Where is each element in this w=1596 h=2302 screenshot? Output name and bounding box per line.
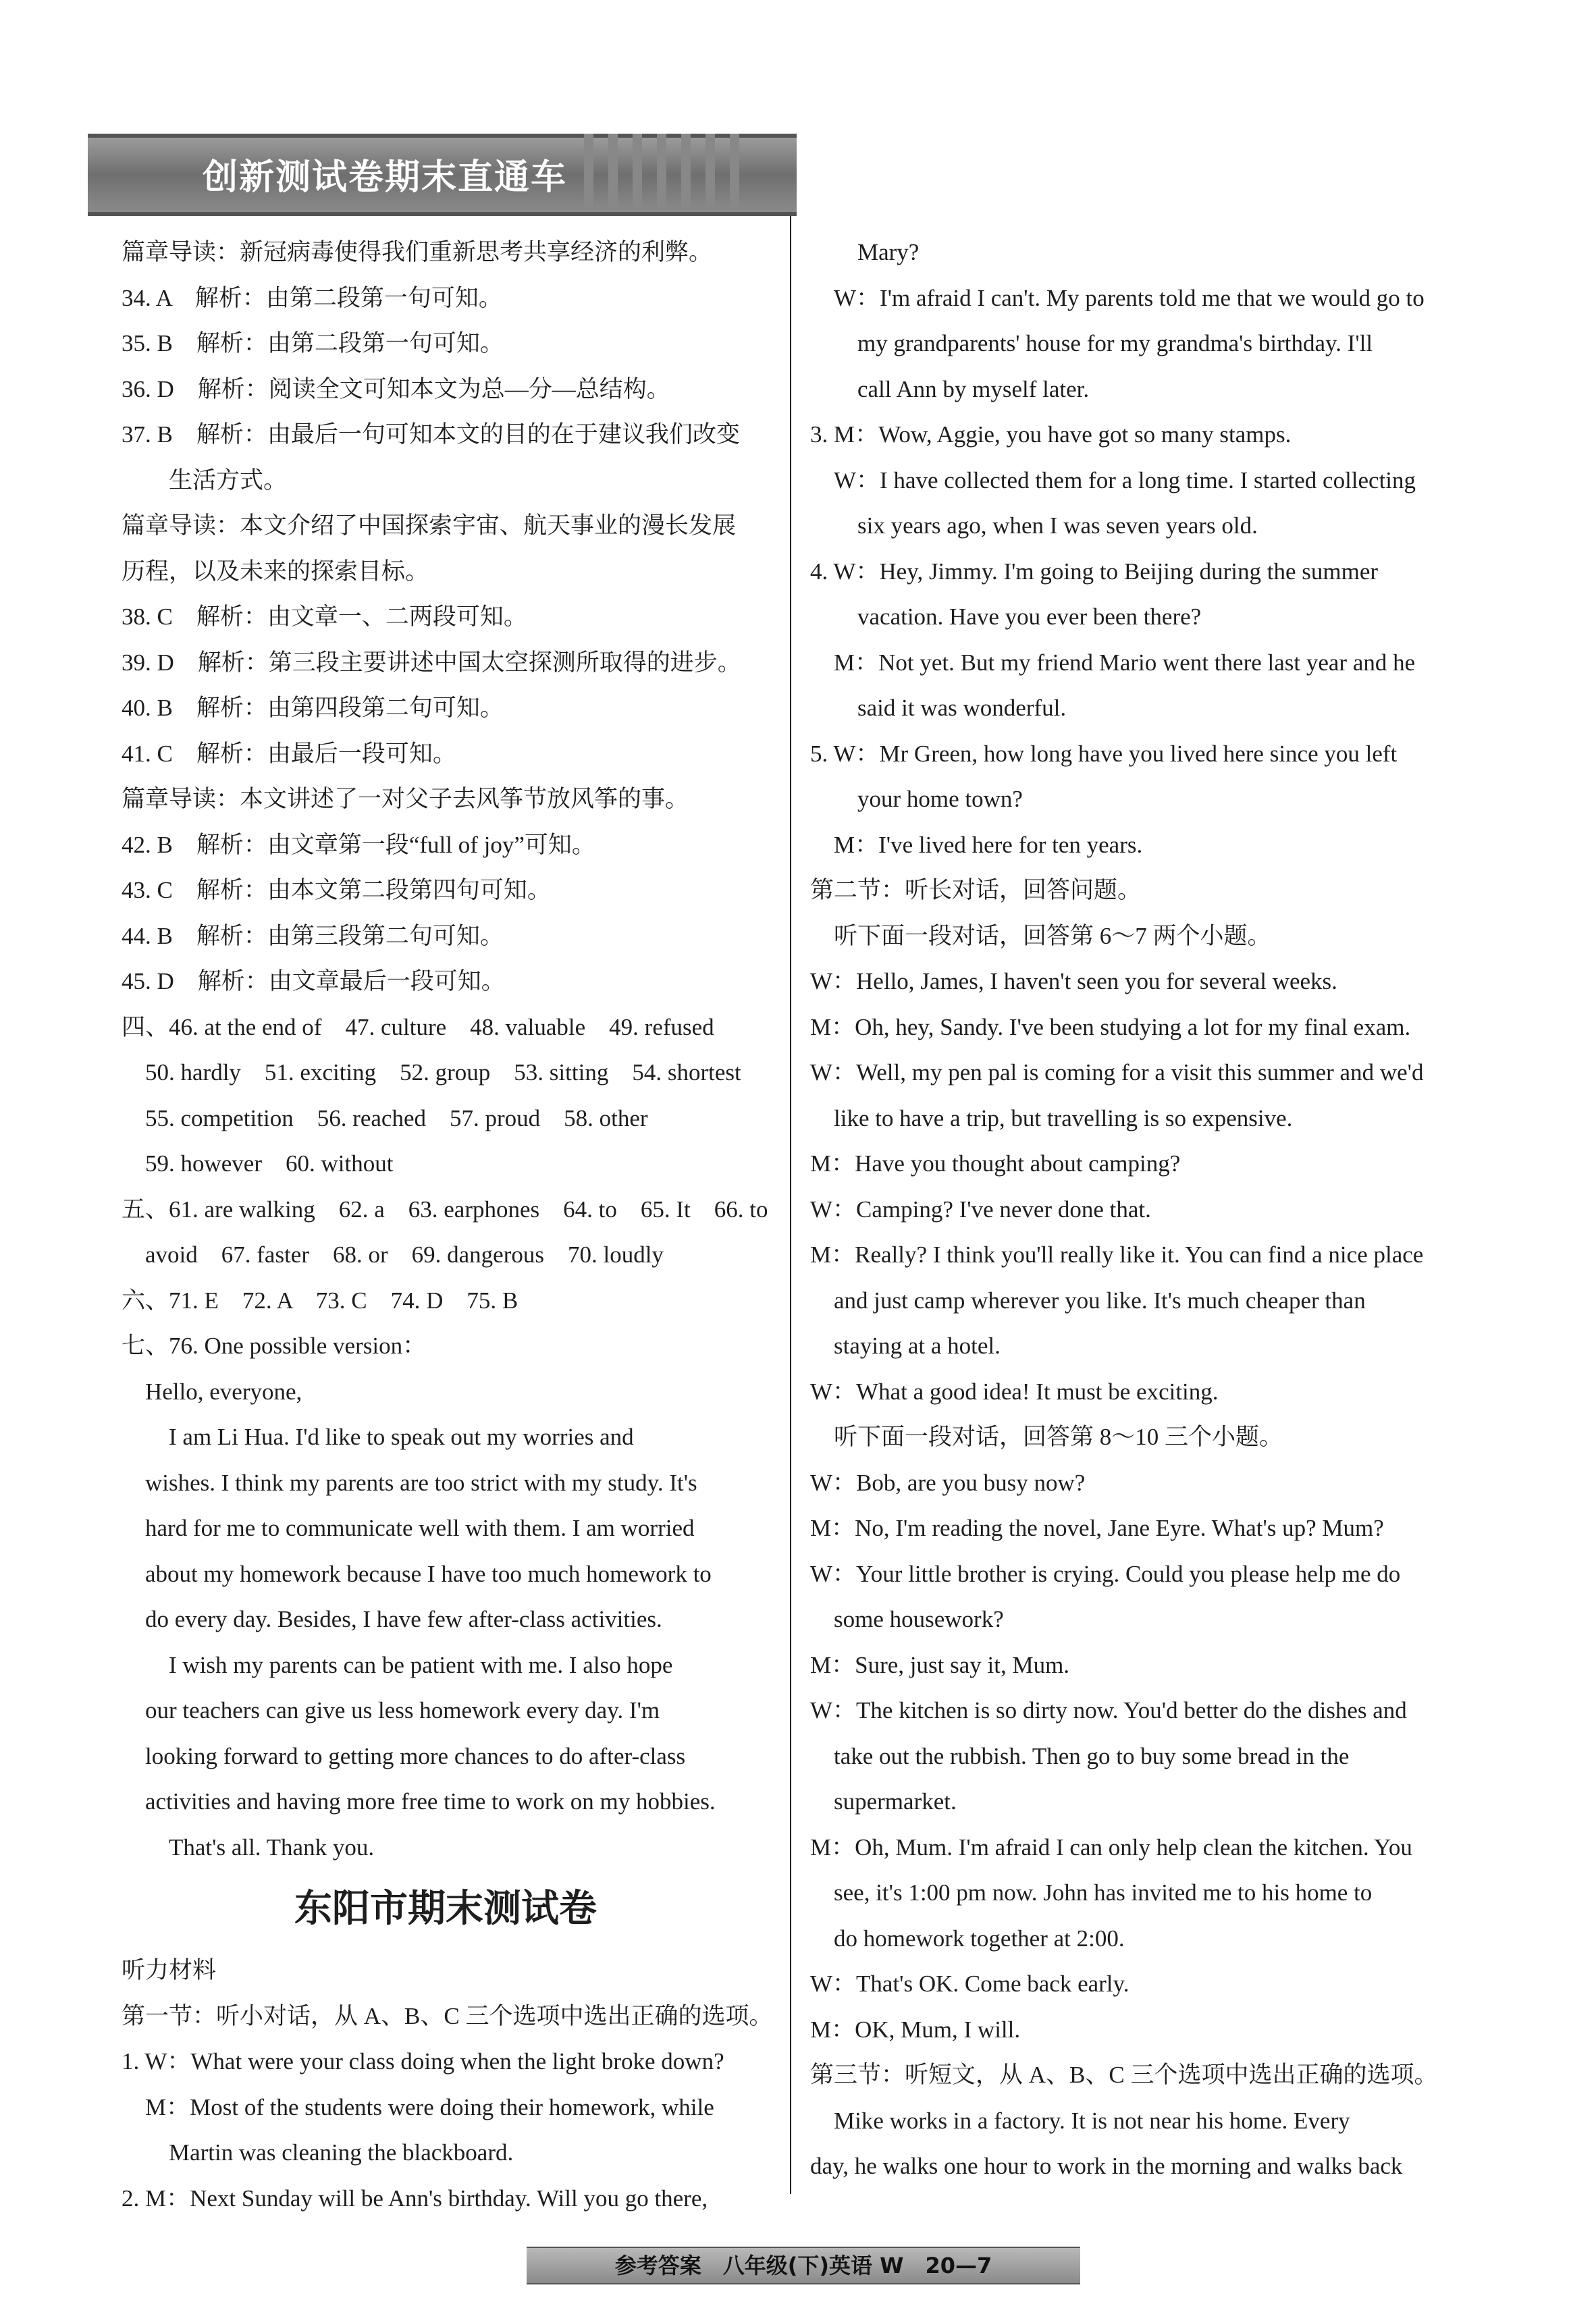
- text-line: 听力材料: [122, 1957, 217, 1983]
- text-line: see, it's 1:00 pm now. John has invited me to his home to: [810, 1879, 1373, 1906]
- text-line: 六、71. E 72. A 73. C 74. D 75. B: [122, 1287, 518, 1314]
- header-stripes: [584, 134, 739, 208]
- text-line: my grandparents' house for my grandma's birthday. I'll: [810, 330, 1373, 356]
- text-line: W：Bob, are you busy now?: [810, 1469, 1086, 1496]
- text-line: do homework together at 2:00.: [810, 1925, 1125, 1952]
- text-line: wishes. I think my parents are too strict with my study. It's: [122, 1469, 697, 1496]
- text-line: 四、46. at the end of 47. culture 48. valuable 49. refused: [122, 1013, 714, 1040]
- text-line: W：That's OK. Come back early.: [810, 1971, 1129, 1997]
- text-line: and just camp wherever you like. It's much cheaper than: [810, 1287, 1366, 1314]
- text-line: M：Have you thought about camping?: [810, 1150, 1181, 1177]
- text-line: M：I've lived here for ten years.: [810, 831, 1143, 858]
- text-line: W：Hello, James, I haven't seen you for several weeks.: [810, 968, 1337, 994]
- text-line: 38. C 解析：由文章一、二两段可知。: [122, 604, 527, 630]
- text-line: W：Your little brother is crying. Could you please help me do: [810, 1560, 1401, 1587]
- text-line: 43. C 解析：由本文第二段第四句可知。: [122, 877, 551, 903]
- header-title: 创新测试卷期末直通车: [203, 157, 568, 198]
- text-line: activities and having more free time to work on my hobbies.: [122, 1788, 716, 1815]
- left-lines-2: [122, 1948, 773, 2221]
- text-line: like to have a trip, but travelling is so expensive.: [810, 1104, 1293, 1131]
- footer: 参考答案 八年级(下)英语 W 20—7: [527, 2247, 1080, 2284]
- text-line: 40. B 解析：由第四段第二句可知。: [122, 695, 504, 721]
- text-line: 第二节：听长对话，回答问题。: [810, 877, 1142, 903]
- text-line: 听下面一段对话，回答第 8～10 三个小题。: [810, 1424, 1283, 1450]
- text-line: 历程，以及未来的探索目标。: [122, 558, 429, 585]
- text-line: our teachers can give us less homework every day. I'm: [122, 1697, 660, 1723]
- text-line: 35. B 解析：由第二段第一句可知。: [122, 330, 504, 356]
- text-line: W：Camping? I've never done that.: [810, 1196, 1151, 1223]
- column-divider: [790, 216, 791, 2194]
- left-lines: [122, 230, 770, 1870]
- text-line: supermarket.: [810, 1788, 957, 1815]
- text-line: call Ann by myself later.: [810, 375, 1090, 402]
- text-line: 42. B 解析：由文章第一段“full of joy”可知。: [122, 831, 595, 858]
- text-line: Mary?: [810, 239, 920, 265]
- text-line: 37. B 解析：由最后一句可知本文的目的在于建议我们改变: [122, 421, 740, 448]
- text-line: That's all. Thank you.: [122, 1833, 375, 1861]
- text-line: W：The kitchen is so dirty now. You'd better do the dishes and: [810, 1697, 1407, 1723]
- text-line: take out the rubbish. Then go to buy some bread in the: [810, 1742, 1350, 1769]
- text-line: 3. M：Wow, Aggie, you have got so many stamps.: [810, 421, 1292, 448]
- right-lines: [810, 230, 1479, 2189]
- text-line: six years ago, when I was seven years old.: [810, 512, 1258, 539]
- text-line: some housework?: [810, 1606, 1004, 1632]
- text-line: 59. however 60. without: [122, 1150, 394, 1177]
- text-line: M：No, I'm reading the novel, Jane Eyre. What's up? Mum?: [810, 1515, 1384, 1541]
- text-line: I wish my parents can be patient with me. I also hope: [122, 1651, 673, 1678]
- text-line: 第一节：听小对话，从 A、B、C 三个选项中选出正确的选项。: [122, 2002, 773, 2029]
- text-line: W：I have collected them for a long time. I started collecting: [810, 466, 1416, 493]
- text-line: Mike works in a factory. It is not near his home. Every: [810, 2107, 1350, 2134]
- text-line: 听下面一段对话，回答第 6～7 两个小题。: [810, 922, 1271, 949]
- text-line: 34. A 解析：由第二段第一句可知。: [122, 284, 502, 311]
- section-title: 东阳市期末测试卷: [294, 1887, 597, 1931]
- text-line: 1. W：What were your class doing when the light broke down?: [122, 2048, 724, 2075]
- text-line: W：What a good idea! It must be exciting.: [810, 1378, 1219, 1405]
- text-line: hard for me to communicate well with them. I am worried: [122, 1515, 695, 1541]
- text-line: 36. D 解析：阅读全文可知本文为总—分—总结构。: [122, 375, 670, 402]
- text-line: 41. C 解析：由最后一段可知。: [122, 740, 456, 767]
- left-column: [122, 230, 773, 2221]
- text-line: M：Sure, just say it, Mum.: [810, 1651, 1070, 1678]
- text-line: 篇章导读：本文介绍了中国探索宇宙、航天事业的漫长发展: [122, 512, 737, 539]
- text-line: M：Most of the students were doing their homework, while: [122, 2093, 714, 2120]
- text-line: 七、76. One possible version：: [122, 1333, 427, 1359]
- text-line: 4. W：Hey, Jimmy. I'm going to Beijing during the summer: [810, 558, 1379, 585]
- text-line: W：I'm afraid I can't. My parents told me that we would go to: [810, 284, 1425, 311]
- text-line: avoid 67. faster 68. or 69. dangerous 70. loudly: [122, 1241, 664, 1268]
- text-line: said it was wonderful.: [810, 695, 1067, 721]
- text-line: about my homework because I have too much homework to: [122, 1560, 712, 1587]
- text-line: 45. D 解析：由文章最后一段可知。: [122, 968, 505, 994]
- text-line: 5. W：Mr Green, how long have you lived here since you left: [810, 740, 1398, 767]
- text-line: 44. B 解析：由第三段第二句可知。: [122, 922, 504, 949]
- text-line: Hello, everyone,: [122, 1378, 302, 1405]
- text-line: your home town?: [810, 786, 1023, 812]
- text-line: 五、61. are walking 62. a 63. earphones 64. to 65. It 66. to: [122, 1196, 768, 1223]
- right-column: [810, 230, 1479, 2189]
- text-line: 篇章导读：新冠病毒使得我们重新思考共享经济的利弊。: [122, 239, 713, 265]
- text-line: staying at a hotel.: [810, 1333, 1001, 1359]
- text-line: 篇章导读：本文讲述了一对父子去风筝节放风筝的事。: [122, 786, 689, 812]
- text-line: 生活方式。: [122, 466, 288, 493]
- text-line: Martin was cleaning the blackboard.: [122, 2139, 514, 2166]
- text-line: 55. competition 56. reached 57. proud 58. other: [122, 1104, 648, 1131]
- text-line: vacation. Have you ever been there?: [810, 604, 1202, 630]
- text-line: 第三节：听短文，从 A、B、C 三个选项中选出正确的选项。: [810, 2062, 1438, 2088]
- text-line: 2. M：Next Sunday will be Ann's birthday. Will you go there,: [122, 2185, 708, 2212]
- text-line: M：OK, Mum, I will.: [810, 2016, 1021, 2043]
- text-line: do every day. Besides, I have few after-class activities.: [122, 1606, 662, 1632]
- text-line: M：Oh, Mum. I'm afraid I can only help clean the kitchen. You: [810, 1833, 1412, 1861]
- text-line: W：Well, my pen pal is coming for a visit this summer and we'd: [810, 1059, 1424, 1086]
- text-line: M：Not yet. But my friend Mario went there last year and he: [810, 649, 1416, 676]
- text-line: M：Really? I think you'll really like it. You can find a nice place: [810, 1241, 1424, 1268]
- text-line: day, he walks one hour to work in the morning and walks back: [810, 2153, 1403, 2179]
- text-line: looking forward to getting more chances to do after-class: [122, 1742, 686, 1769]
- text-line: 39. D 解析：第三段主要讲述中国太空探测所取得的进步。: [122, 649, 741, 676]
- text-line: 50. hardly 51. exciting 52. group 53. sitting 54. shortest: [122, 1059, 741, 1086]
- text-line: I am Li Hua. I'd like to speak out my worries and: [122, 1424, 634, 1450]
- text-line: M：Oh, hey, Sandy. I've been studying a lot for my final exam.: [810, 1013, 1411, 1040]
